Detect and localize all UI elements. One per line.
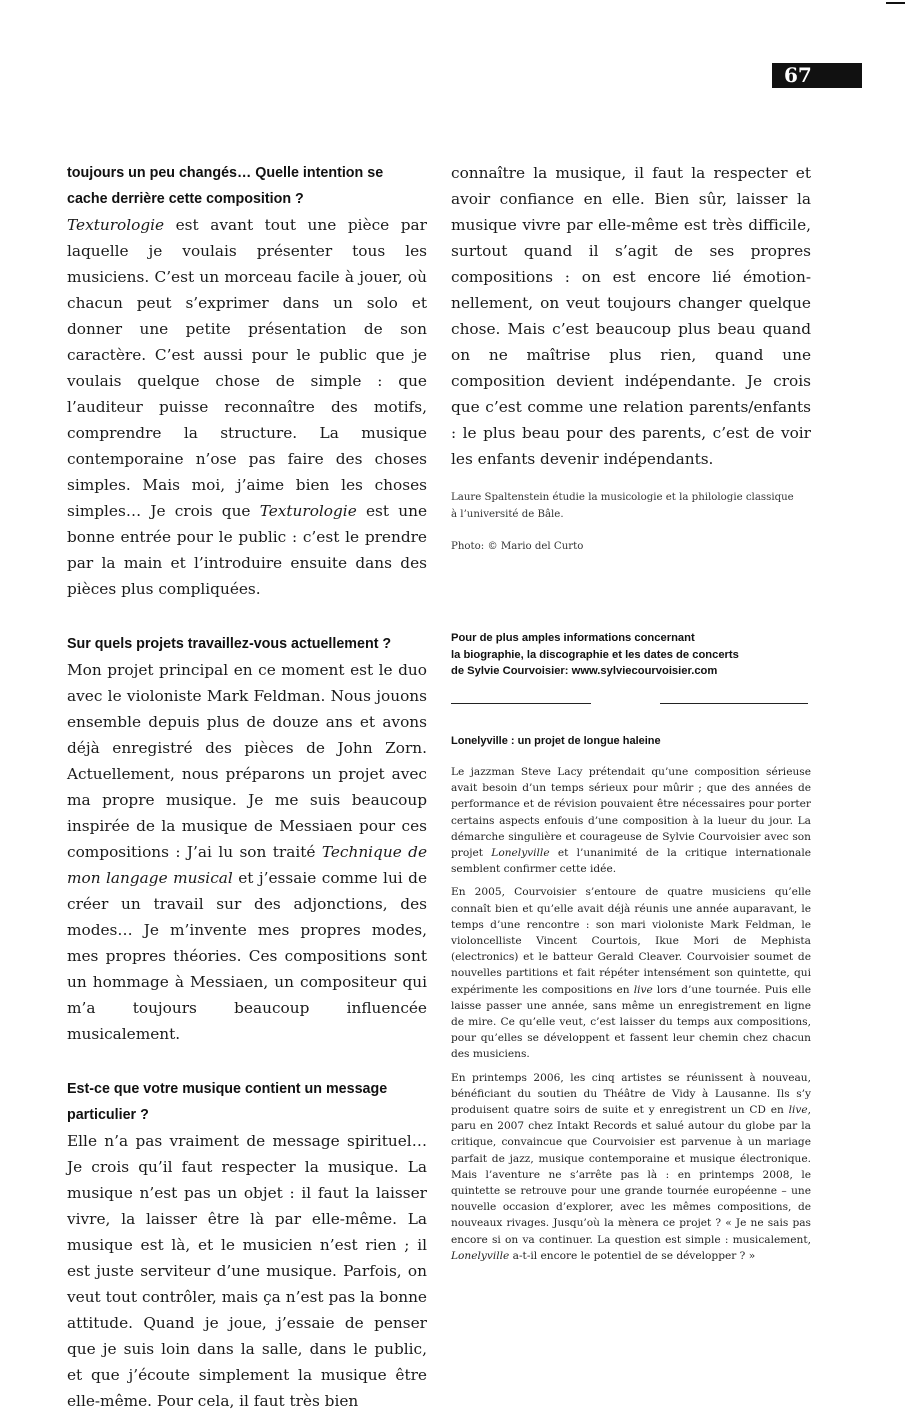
divider-left (451, 703, 591, 704)
sidebar-paragraph-2 (451, 884, 811, 1062)
info-block (451, 630, 796, 680)
continuation-text: connaître la musique, il faut la respecter et avoir confiance en elle. Bien sûr, laisser la musique vivre par elle-même est très difficile, surtout quand il s’agit de ses propres compositions : on est encore lié émotion-nellement, on veut toujours changer quelque chose. Mais c’est beaucoup plus beau quand on ne maîtrise plus rien, quand une composition devient indépendante. Je crois que c’est comme une relation parents/enfants : le plus beau pour des parents, c’est de voir les enfants devenir indépendants. (451, 164, 811, 468)
photo-credit: Photo: © Mario del Curto (451, 541, 584, 552)
question-3-line-1: Est-ce que votre musique contient un message (67, 1081, 388, 1097)
right-column (451, 160, 811, 472)
live-term: live (633, 983, 653, 996)
question-heading-1 (67, 160, 427, 212)
question-1-line-1: toujours un peu changés… Quelle intention se (67, 165, 384, 181)
question-1-line-2: cache derrière cette composition ? (67, 191, 304, 207)
book-title: Technique de mon langage musical (67, 843, 427, 887)
question-heading-2: Sur quels projets travaillez-vous actuellement ? (67, 636, 392, 652)
sidebar-text (451, 764, 811, 1271)
info-line-3: de Sylvie Courvoisier: www.sylviecourvoisier.com (451, 665, 718, 677)
project-title: Lonelyville (491, 847, 550, 860)
sidebar-p1-text-1: Le jazzman Steve Lacy prétendait qu’une composition sérieuse avait besoin d’un temps sérieux pour mûrir ; que des années de performance et de révision pouvaient être nécessaires pour porter certains aspects enfouis d’une composition à la lueur du jour. La démarche singulière et courageuse de Sylvie Courvoisier avec son projet (451, 766, 811, 860)
sidebar-p3-text-1: En printemps 2006, les cinq artistes se réunissent à nouveau, bénéficiant du soutien du Théâtre de Vidy à Lausanne. Ils s’y produisent quatre soirs de suite et y enregistrent un CD en (451, 1071, 811, 1117)
answer-1 (67, 212, 427, 602)
info-line-2: la biographie, la discographie et les dates de concerts (451, 648, 739, 661)
question-3-line-2: particulier ? (67, 1107, 149, 1123)
page-number: 67 (772, 63, 862, 88)
answer-3 (67, 1128, 427, 1414)
sidebar-paragraph-3 (451, 1070, 811, 1264)
author-note: Laure Spaltenstein étudie la musicologie et la philologie classique à l’université de Bâle. (451, 492, 794, 520)
left-column (67, 160, 427, 1414)
work-title: Texturologie (67, 216, 165, 234)
sidebar-p2-text-2: lors d’une tournée. Puis elle laisse passer une année, sans même un enregistrement en ligne de mire. Ce qu’elle veut, c’est laisser du temps aux compositions, pour qu’elles se développent et fassent leur chemin chez chacun des musiciens. (451, 983, 811, 1061)
divider-right (660, 703, 808, 704)
corner-rule (886, 2, 905, 4)
live-term: live (788, 1104, 808, 1117)
answer-1-text-1: est avant tout une pièce par laquelle je voulais présenter tous les musiciens. C’est un morceau facile à jouer, où chacun peut s’exprimer dans un solo et donner une petite présentation de son caractère. C’est aussi pour le public que je voulais quelque chose de simple : que l’auditeur puisse reconnaître des motifs, comprendre la structure. La musique contemporaine n’ose pas faire des choses simples. Mais moi, j’aime bien les choses simples… Je crois que (67, 216, 427, 520)
sidebar-p2-text-1: En 2005, Courvoisier s’entoure de quatre musiciens qu’elle connaît bien et qu’elle avait déjà réunis une année auparavant, le temps d’une rencontre : son mari violoniste Mark Feldman, le violoncelliste Vincent Courtois, Ikue Mori de Mephista (electronics) et le batteur Gerald Cleaver. Courvoisier soumet de nouvelles partitions et fait répéter intensément son quintette, qui expérimente les compositions en (451, 886, 811, 996)
answer-3-continuation (451, 160, 811, 472)
info-line-1: Pour de plus amples informations concernant (451, 632, 695, 644)
project-title: Lonelyville (451, 1249, 510, 1262)
sidebar-p1-text-2: et l’unanimité de la critique internationale semblent confirmer cette idée. (451, 847, 811, 876)
work-title: Texturologie (259, 502, 357, 520)
sidebar-p3-text-3: a-t-il encore le potentiel de se développer ? » (509, 1249, 756, 1262)
answer-2-text-1: Mon projet principal en ce moment est le duo avec le violoniste Mark Feldman. Nous jouons ensemble depuis plus de douze ans et avons déjà enregistré des pièces de John Zorn. Actuellement, nous préparons un projet avec ma propre musique. Je me suis beaucoup inspirée de la musique de Messiaen pour ces compositions : J’ai lu son traité (67, 661, 427, 861)
answer-2-text-2: et j’essaie comme lui de créer un travail sur des adjonctions, des modes… Je m’invente mes propres modes, mes propres théories. Ces compositions sont un hommage à Messiaen, un compositeur qui m’a toujours beaucoup influencée musicalement. (67, 869, 427, 1043)
sidebar-paragraph-1 (451, 764, 811, 877)
answer-2 (67, 657, 427, 1047)
answer-3-text: Elle n’a pas vraiment de message spirituel… Je crois qu’il faut respecter la musique. La musique n’est pas un objet : il faut la laisser vivre, la laisser être là par elle-même. La musique est là, et le musicien n’est rien ; il est juste serviteur d’une musique. Parfois, on veut tout contrôler, mais ça n’est pas la bonne attitude. Quand je joue, j’essaie de penser que je suis loin dans la salle, dans le public, et que j’écoute simplement la musique être elle-même. Pour cela, il faut très bien (67, 1132, 427, 1410)
question-heading-3 (67, 1076, 427, 1128)
answer-1-text-2: est une bonne entrée pour le public : c’est le prendre par la main et l’introduire ensuite dans des pièces plus compliquées. (67, 502, 427, 598)
sidebar-p3-text-2: , paru en 2007 chez Intakt Records et salué autour du globe par la critique, convaincue que Courvoisier est parvenue à un mariage parfait de jazz, musique contemporaine et musique électronique. Mais l’aventure ne s’arrête pas là : en printemps 2008, le quintette se retrouve pour une grande tournée européenne – une nouvelle occasion d’explorer, avec les mêmes compositions, de nouveaux rivages. Jusqu’où la mènera ce projet ? « Je ne sais pas encore si on va continuer. La question est simple : musicalement, (451, 1104, 811, 1246)
sidebar-title: Lonelyville : un projet de longue haleine (451, 735, 661, 747)
